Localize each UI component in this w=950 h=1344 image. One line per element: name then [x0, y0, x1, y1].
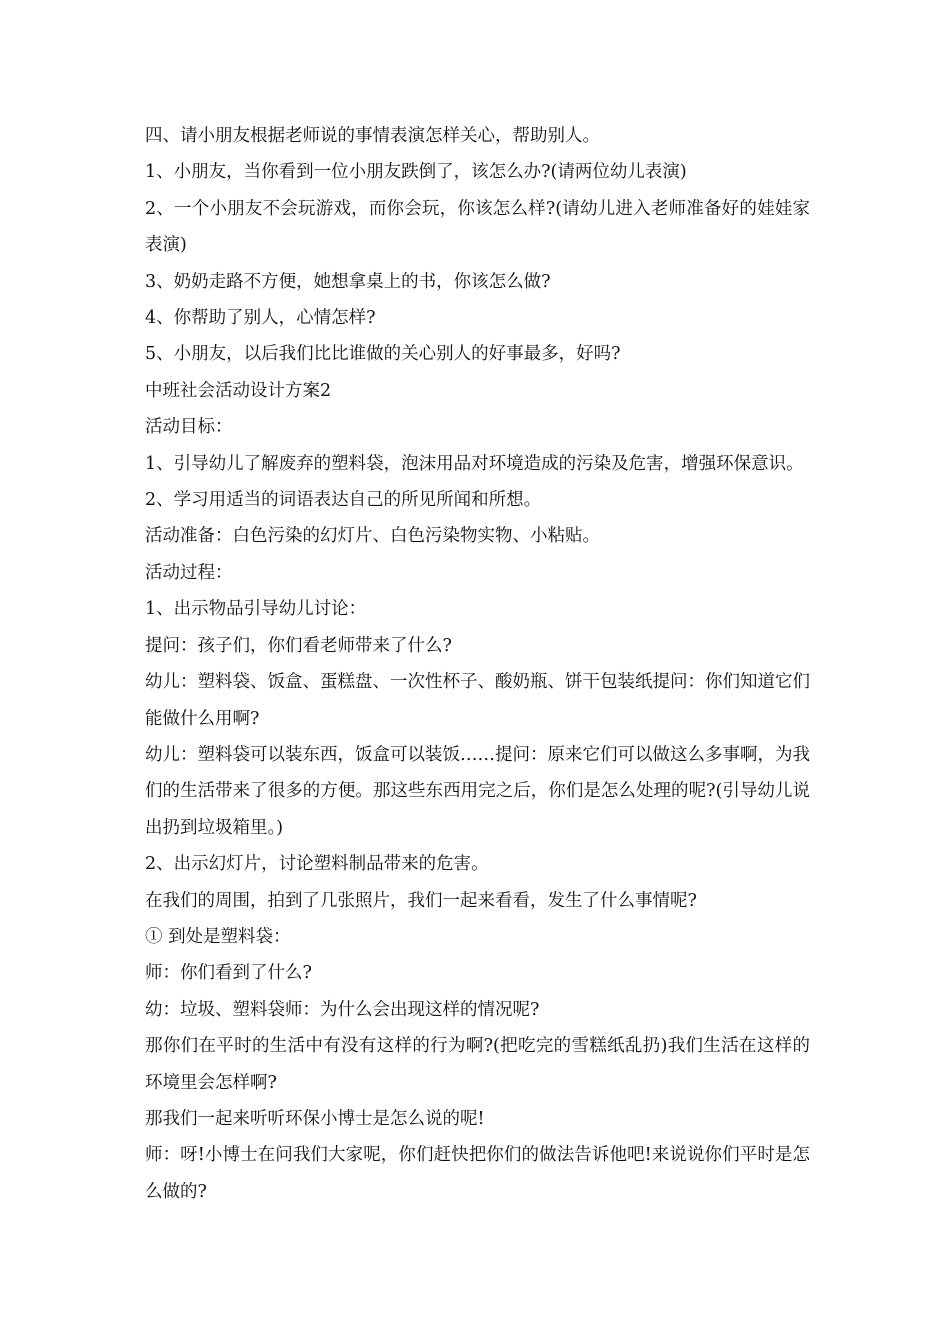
paragraph: 幼：垃圾、塑料袋师：为什么会出现这样的情况呢? — [145, 999, 540, 1020]
paragraph: 活动过程： — [145, 562, 233, 583]
paragraph: 在我们的周围，拍到了几张照片，我们一起来看看，发生了什么事情呢? — [145, 890, 697, 911]
paragraph: 1、引导幼儿了解废弃的塑料袋，泡沫用品对环境造成的污染及危害，增强环保意识。 — [145, 453, 804, 474]
paragraph: ① 到处是塑料袋： — [145, 926, 291, 947]
paragraph: 提问：孩子们，你们看老师带来了什么? — [145, 635, 452, 656]
paragraph: 2、出示幻灯片，讨论塑料制品带来的危害。 — [145, 854, 489, 875]
paragraph: 幼儿：塑料袋、饭盒、蛋糕盘、一次性杯子、酸奶瓶、饼干包装纸提问：你们知道它们能做什么用啊? — [145, 672, 810, 729]
paragraph: 四、请小朋友根据老师说的事情表演怎样关心，帮助别人。 — [145, 126, 600, 146]
paragraph: 师：你们看到了什么? — [145, 963, 312, 984]
paragraph: 幼儿：塑料袋可以装东西，饭盒可以装饭……提问：原来它们可以做这么多事啊，为我们的生活带来了很多的方便。那这些东西用完之后，你们是怎么处理的呢?(引导幼儿说出扔到垃圾箱里。) — [145, 744, 810, 838]
paragraph: 活动目标： — [145, 417, 233, 438]
document-body — [145, 118, 810, 1210]
paragraph: 那我们一起来听听环保小博士是怎么说的呢! — [145, 1108, 485, 1129]
paragraph: 活动准备：白色污染的幻灯片、白色污染物实物、小粘贴。 — [145, 526, 600, 547]
section-title: 中班社会活动设计方案2 — [145, 380, 332, 401]
paragraph: 2、一个小朋友不会玩游戏，而你会玩，你该怎么样?(请幼儿进入老师准备好的娃娃家表演) — [145, 198, 810, 256]
paragraph: 2、学习用适当的词语表达自己的所见所闻和所想。 — [145, 490, 542, 511]
paragraph: 3、奶奶走路不方便，她想拿桌上的书，你该怎么做? — [145, 271, 551, 292]
paragraph: 5、小朋友，以后我们比比谁做的关心别人的好事最多，好吗? — [145, 344, 621, 365]
paragraph: 1、出示物品引导幼儿讨论： — [145, 599, 367, 620]
paragraph: 那你们在平时的生活中有没有这样的行为啊?(把吃完的雪糕纸乱扔)我们生活在这样的环境里会怎样啊? — [145, 1036, 810, 1093]
paragraph: 师：呀!小博士在问我们大家呢，你们赶快把你们的做法告诉他吧!来说说你们平时是怎么做的? — [145, 1145, 810, 1202]
paragraph: 1、小朋友，当你看到一位小朋友跌倒了，该怎么办?(请两位幼儿表演) — [145, 162, 687, 183]
paragraph: 4、你帮助了别人，心情怎样? — [145, 308, 376, 329]
